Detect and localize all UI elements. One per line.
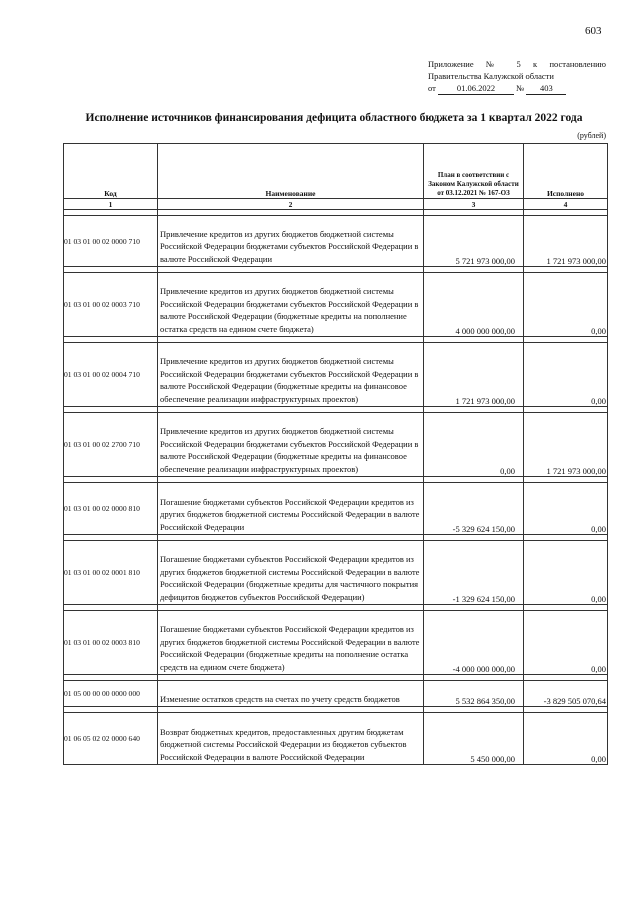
row-done: 0,00: [524, 611, 608, 675]
column-number: 4: [524, 199, 608, 210]
appendix-word: №: [485, 59, 505, 69]
column-numbers-row: [64, 199, 608, 210]
row-code: 01 03 01 00 02 2700 710: [64, 413, 158, 477]
row-plan: -5 329 624 150,00: [424, 483, 524, 535]
appendix-number: 403: [526, 83, 566, 95]
appendix-word: к: [533, 59, 538, 69]
header-done: Исполнено: [524, 144, 608, 199]
table-row: [64, 611, 608, 675]
appendix-line-1: [428, 58, 606, 70]
row-name: Привлечение кредитов из других бюджетов бюджетной системы Российской Федерации бюджетами субъектов Российской Федерации в валюте Российской Федерации (бюджетные кредиты на финансовое обеспечение реализации инфраструктурных проектов): [158, 343, 424, 407]
row-plan: 0,00: [424, 413, 524, 477]
row-plan: 5 721 973 000,00: [424, 216, 524, 267]
header-name: Наименование: [158, 144, 424, 199]
row-done: 0,00: [524, 273, 608, 337]
unit-label: (рублей): [577, 131, 606, 140]
row-code: 01 03 01 00 02 0000 810: [64, 483, 158, 535]
row-name: Привлечение кредитов из других бюджетов бюджетной системы Российской Федерации бюджетами субъектов Российской Федерации в валюте Российской Федерации (бюджетные кредиты на финансовое обеспечение реализации инфраструктурных проектов): [158, 413, 424, 477]
row-name: Погашение бюджетами субъектов Российской Федерации кредитов из других бюджетов бюджетной системы Российской Федерации в валюте Российской Федерации (бюджетные кредиты для частичного покрытия дефицитов бюджетов субъектов Российской Федерации): [158, 541, 424, 605]
row-plan: -4 000 000 000,00: [424, 611, 524, 675]
row-code: 01 03 01 00 02 0003 710: [64, 273, 158, 337]
row-plan: 5 450 000,00: [424, 713, 524, 765]
table-row: [64, 343, 608, 407]
row-done: 0,00: [524, 483, 608, 535]
table-header-row: [64, 144, 608, 199]
row-done: 1 721 973 000,00: [524, 216, 608, 267]
header-plan: План в соответствии с Законом Калужской области от 03.12.2021 № 167-ОЗ: [424, 144, 524, 199]
appendix-word: Приложение: [428, 59, 474, 69]
row-name: Погашение бюджетами субъектов Российской Федерации кредитов из других бюджетов бюджетной системы Российской Федерации в валюте Российской Федерации (бюджетные кредиты на пополнение остатка средств на едином счете бюджета): [158, 611, 424, 675]
row-code: 01 03 01 00 02 0000 710: [64, 216, 158, 267]
appendix-line-2: Правительства Калужской области: [428, 71, 554, 81]
row-name: Изменение остатков средств на счетах по учету средств бюджетов: [158, 681, 424, 707]
table-row: [64, 273, 608, 337]
row-plan: 5 532 864 350,00: [424, 681, 524, 707]
row-name: Погашение бюджетами субъектов Российской Федерации кредитов из других бюджетов бюджетной системы Российской Федерации в валюте Российской Федерации: [158, 483, 424, 535]
row-done: 0,00: [524, 343, 608, 407]
row-name: Привлечение кредитов из других бюджетов бюджетной системы Российской Федерации бюджетами субъектов Российской Федерации в валюте Российской Федерации: [158, 216, 424, 267]
table-row: [64, 483, 608, 535]
row-plan: 1 721 973 000,00: [424, 343, 524, 407]
appendix-block: [428, 58, 606, 95]
row-code: 01 03 01 00 02 0001 810: [64, 541, 158, 605]
row-done: 0,00: [524, 713, 608, 765]
table-row: [64, 216, 608, 267]
table-row: [64, 413, 608, 477]
appendix-line-3: [428, 82, 606, 95]
appendix-word: 5: [516, 59, 521, 69]
row-name: Привлечение кредитов из других бюджетов бюджетной системы Российской Федерации бюджетами субъектов Российской Федерации в валюте Российской Федерации (бюджетные кредиты на пополнение остатка средств на едином счете бюджета): [158, 273, 424, 337]
sources-table: [63, 143, 608, 765]
row-plan: 4 000 000 000,00: [424, 273, 524, 337]
row-plan: -1 329 624 150,00: [424, 541, 524, 605]
appendix-date: 01.06.2022: [438, 83, 514, 95]
table-row: [64, 681, 608, 707]
header-code: Код: [64, 144, 158, 199]
row-code: 01 03 01 00 02 0003 810: [64, 611, 158, 675]
row-name: Возврат бюджетных кредитов, предоставленных другим бюджетам бюджетной системы Российской Федерации из бюджетов субъектов Российской Федерации в валюте Российской Федерации: [158, 713, 424, 765]
document-title: Исполнение источников финансирования дефицита областного бюджета за 1 квартал 2022 года: [85, 112, 583, 124]
column-number: 2: [158, 199, 424, 210]
appendix-number-label: №: [516, 83, 525, 93]
appendix-word: постановлению: [549, 59, 607, 69]
row-code: 01 06 05 02 02 0000 640: [64, 713, 158, 765]
page-number: 603: [585, 25, 602, 37]
row-done: -3 829 505 070,64: [524, 681, 608, 707]
column-number: 1: [64, 199, 158, 210]
row-code: 01 05 00 00 00 0000 000: [64, 681, 158, 707]
column-number: 3: [424, 199, 524, 210]
table-row: [64, 541, 608, 605]
appendix-from-label: от: [428, 83, 436, 93]
row-code: 01 03 01 00 02 0004 710: [64, 343, 158, 407]
row-done: 0,00: [524, 541, 608, 605]
row-done: 1 721 973 000,00: [524, 413, 608, 477]
table-row: [64, 713, 608, 765]
